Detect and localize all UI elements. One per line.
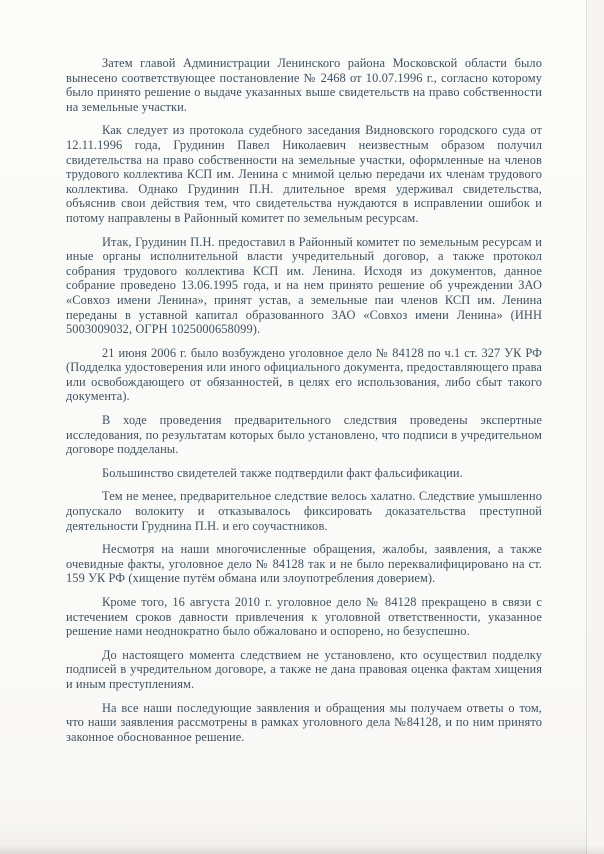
paragraph: В ходе проведения предварительного следствия проведены экспертные исследования, по результатам которых было установлено, что подписи в учредительном договоре подделаны. <box>66 413 542 457</box>
paragraph: Большинство свидетелей также подтвердили факт фальсификации. <box>102 465 463 480</box>
paragraph: Итак, Грудинин П.Н. предоставил в Районный комитет по земельным ресурсам и иные органы исполнительной власти учредительный договор, а также протокол собрания трудового коллектива КСП им. Ленина. Исходя из документов, данное собрание проведено 13.06.1995 года, и на нем принято решение об учреждении ЗАО «Совхоз имени Ленина», принят устав, а земельные паи членов КСП им. Ленина переданы в уставной капитал образованного ЗАО «Совхоз имени Ленина» (ИНН 5003009032, ОГРН 1025000658099). <box>66 234 542 337</box>
paragraph: Кроме того, 16 августа 2010 г. уголовное дело № 84128 прекращено в связи с истечением сроков давности привлечения к уголовной ответственности, указанное решение нами неоднократно было обжаловано и оспорено, но безуспешно. <box>66 595 542 639</box>
paragraph: До настоящего момента следствием не установлено, кто осуществил подделку подписей в учредительном договоре, а также не дана правовая оценка фактам хищения и иным преступлениям. <box>66 647 542 691</box>
page-bottom-shadow <box>0 845 604 854</box>
page-edge-strip <box>587 0 604 854</box>
page-edge-line <box>586 0 587 854</box>
paragraph: Как следует из протокола судебного заседания Видновского городского суда от 12.11.1996 года, Грудинин Павел Николаевич неизвестным образом получил свидетельства на право собственности на земельные участки, оформленные на членов трудового коллектива КСП им. Ленина с мнимой целью передачи их членам трудового коллектива. Однако Грудинин П.Н. длительное время удерживал свидетельства, объяснив свои действия тем, что свидетельства нуждаются в исправлении ошибок и потому направлены в Районный комитет по земельным ресурсам. <box>66 123 542 225</box>
paragraph: Тем не менее, предварительное следствие велось халатно. Следствие умышленно допускало волокиту и отказывалось фиксировать доказательства преступной деятельности Груднина П.Н. и его соучастников. <box>66 489 542 533</box>
document-text-block <box>66 56 542 753</box>
paragraph: 21 июня 2006 г. было возбуждено уголовное дело № 84128 по ч.1 ст. 327 УК РФ (Подделка удостоверения или иного официального документа, предоставляющего права или освобождающего от обязанностей, в целях его использования, либо сбыт такого документа). <box>66 345 542 404</box>
paragraph: Затем главой Администрации Ленинского района Московской области было вынесено соответствующее постановление № 2468 от 10.07.1996 г., согласно которому было принято решение о выдаче указанных выше свидетельств на право собственности на земельные участки. <box>66 56 542 114</box>
paragraph: На все наши последующие заявления и обращения мы получаем ответы о том, что наши заявления рассмотрены в рамках уголовного дела №84128, и по ним принято законное обоснованное решение. <box>66 700 542 744</box>
paragraph: Несмотря на наши многочисленные обращения, жалобы, заявления, а также очевидные факты, уголовное дело № 84128 так и не было переквалифицировано на ст. 159 УК РФ (хищение путём обмана или злоупотребления доверием). <box>66 542 542 586</box>
